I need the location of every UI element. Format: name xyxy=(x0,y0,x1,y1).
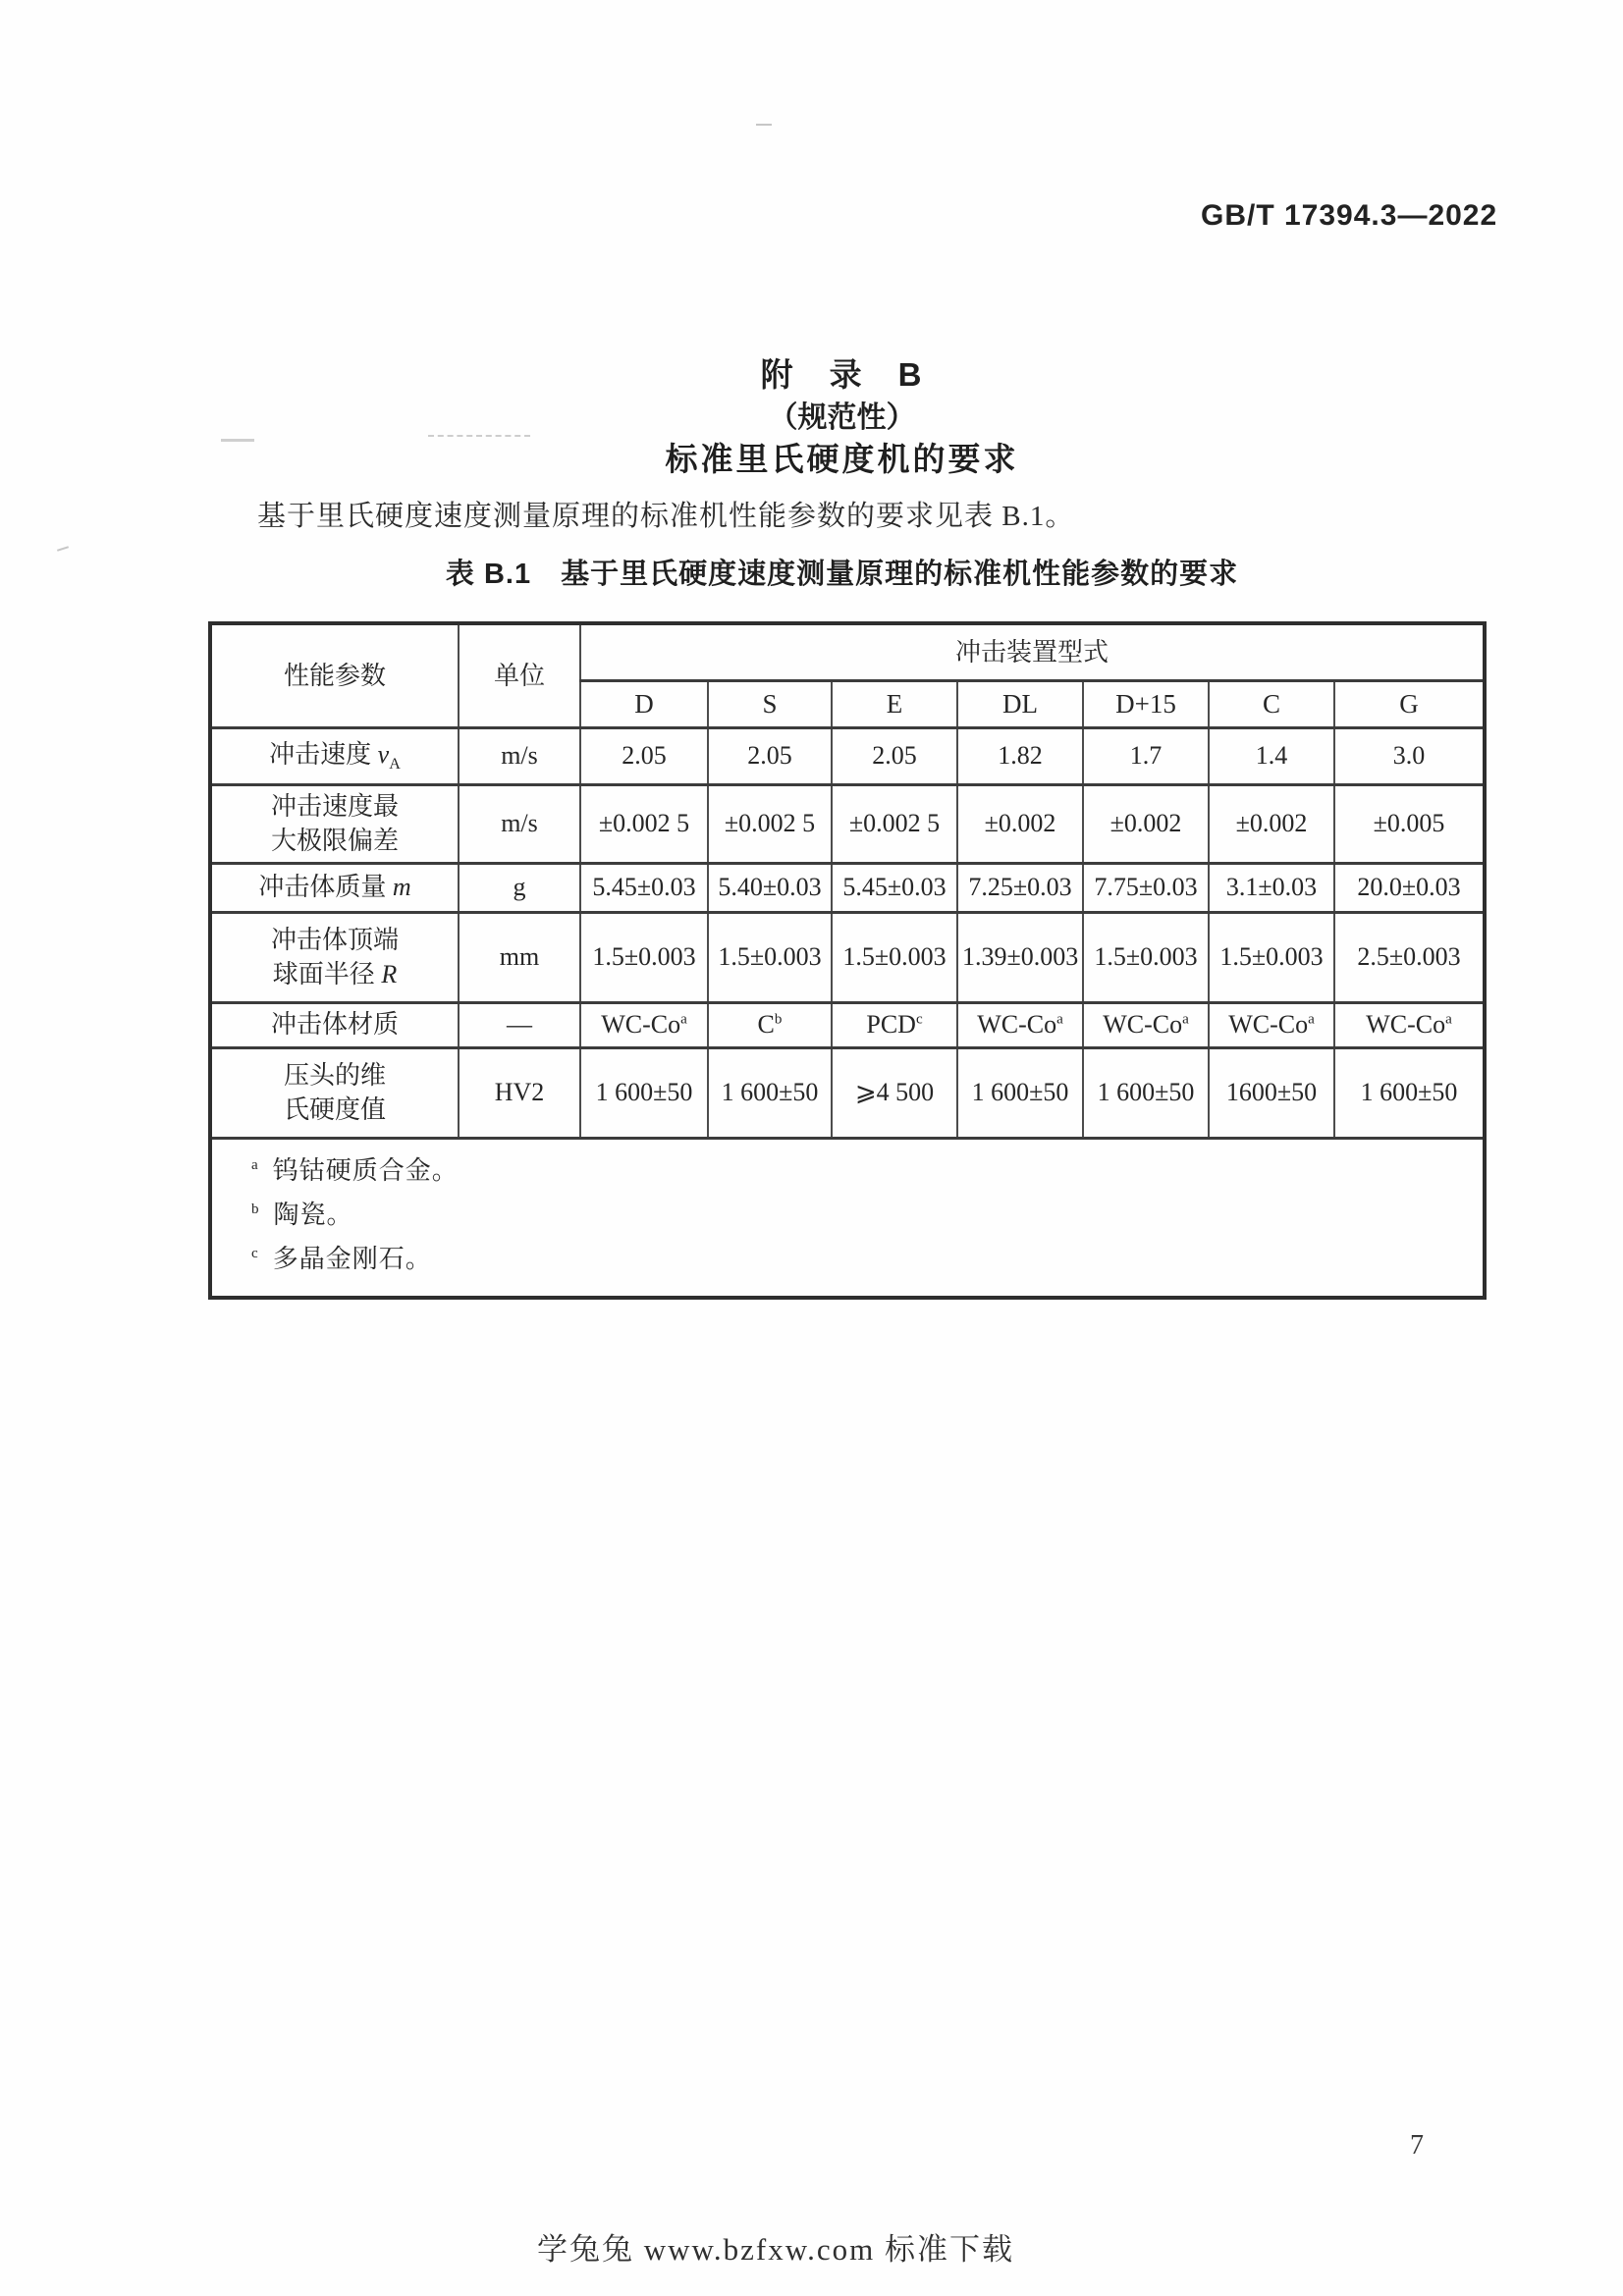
row-unit: HV2 xyxy=(459,1047,580,1138)
cell-value: 5.45±0.03 xyxy=(832,863,957,912)
row-unit: g xyxy=(459,863,580,912)
table-row xyxy=(210,727,1485,784)
cell-value: ⩾4 500 xyxy=(832,1047,957,1138)
column-header-device-d15: D+15 xyxy=(1083,680,1209,727)
cell-value: 1.5±0.003 xyxy=(832,912,957,1002)
cell-value: 2.05 xyxy=(708,727,832,784)
cell-value: 1600±50 xyxy=(1209,1047,1334,1138)
cell-value: 1 600±50 xyxy=(957,1047,1083,1138)
footnote-c: $^c$ 多晶金刚石。 xyxy=(251,1244,432,1273)
table-header-row-1 xyxy=(210,623,1485,680)
cell-value: ±0.002 xyxy=(1083,784,1209,863)
cell-value: ±0.002 5 xyxy=(580,784,708,863)
column-header-device-dl: DL xyxy=(957,680,1083,727)
cell-value: 1 600±50 xyxy=(708,1047,832,1138)
column-header-parameter: 性能参数 xyxy=(210,623,459,727)
cell-value: 1 600±50 xyxy=(1334,1047,1485,1138)
document-code-header: GB/T 17394.3—2022 xyxy=(1201,199,1498,232)
cell-value: 5.40±0.03 xyxy=(708,863,832,912)
cell-value: 3.1±0.03 xyxy=(1209,863,1334,912)
column-header-device-g: G xyxy=(1334,680,1485,727)
cell-value: WC-Co$^a$ xyxy=(1334,1002,1485,1047)
row-label-velocity-deviation: 冲击速度最 大极限偏差 xyxy=(210,784,459,863)
performance-parameters-table xyxy=(208,621,1487,1300)
cell-value: 2.05 xyxy=(832,727,957,784)
cell-value: 2.05 xyxy=(580,727,708,784)
cell-value: 1.5±0.003 xyxy=(580,912,708,1002)
cell-value: 2.5±0.003 xyxy=(1334,912,1485,1002)
row-label-impact-mass: 冲击体质量 m xyxy=(210,863,459,912)
cell-value: 1.5±0.003 xyxy=(1083,912,1209,1002)
cell-value: 7.25±0.03 xyxy=(957,863,1083,912)
watermark-footer: 学兔兔 www.bzfxw.com 标准下载 xyxy=(537,2232,1014,2267)
cell-value: ±0.002 xyxy=(1209,784,1334,863)
cell-value: 1.39±0.003 xyxy=(957,912,1083,1002)
scan-artifact xyxy=(57,546,69,552)
cell-value: 3.0 xyxy=(1334,727,1485,784)
table-row xyxy=(210,863,1485,912)
column-header-device-e: E xyxy=(832,680,957,727)
column-header-unit: 单位 xyxy=(459,623,580,727)
cell-value: WC-Co$^a$ xyxy=(957,1002,1083,1047)
cell-value: $C^b$ xyxy=(708,1002,832,1047)
appendix-title: 附 录 B xyxy=(760,356,924,393)
cell-value: 1.4 xyxy=(1209,727,1334,784)
appendix-normative-label: （规范性） xyxy=(768,401,916,434)
cell-value: WC-Co$^a$ xyxy=(1209,1002,1334,1047)
table-row xyxy=(210,1002,1485,1047)
cell-value: ±0.002 xyxy=(957,784,1083,863)
cell-value: 20.0±0.03 xyxy=(1334,863,1485,912)
cell-value: 1.5±0.003 xyxy=(708,912,832,1002)
column-header-device-group: 冲击装置型式 xyxy=(580,623,1485,680)
footnote-b: $^b$ 陶瓷。 xyxy=(251,1200,353,1229)
intro-paragraph: 基于里氏硬度速度测量原理的标准机性能参数的要求见表 B.1。 xyxy=(257,501,1075,532)
row-unit: — xyxy=(459,1002,580,1047)
column-header-device-s: S xyxy=(708,680,832,727)
cell-value: 1 600±50 xyxy=(1083,1047,1209,1138)
cell-value: 1.82 xyxy=(957,727,1083,784)
table-footnotes-row xyxy=(210,1138,1485,1298)
row-label-impact-velocity: 冲击速度 $v_A$ xyxy=(210,727,459,784)
table-footnotes xyxy=(210,1138,1485,1298)
table-row xyxy=(210,1047,1485,1138)
table-row xyxy=(210,912,1485,1002)
cell-value: 1.7 xyxy=(1083,727,1209,784)
row-label-tip-radius: 冲击体顶端 球面半径 R xyxy=(210,912,459,1002)
page-number: 7 xyxy=(1410,2130,1424,2161)
row-unit: m/s xyxy=(459,784,580,863)
cell-value: 5.45±0.03 xyxy=(580,863,708,912)
table-row xyxy=(210,784,1485,863)
cell-value: PCD$^c$ xyxy=(832,1002,957,1047)
cell-value: 7.75±0.03 xyxy=(1083,863,1209,912)
cell-value: ±0.002 5 xyxy=(708,784,832,863)
scan-artifact xyxy=(756,124,772,126)
column-header-device-c: C xyxy=(1209,680,1334,727)
table-caption: 表 B.1 基于里氏硬度速度测量原理的标准机性能参数的要求 xyxy=(445,559,1239,590)
row-unit: m/s xyxy=(459,727,580,784)
appendix-subtitle: 标准里氏硬度机的要求 xyxy=(665,441,1019,477)
row-unit: mm xyxy=(459,912,580,1002)
cell-value: 1 600±50 xyxy=(580,1047,708,1138)
cell-value: WC-Co$^a$ xyxy=(580,1002,708,1047)
row-label-impact-material: 冲击体材质 xyxy=(210,1002,459,1047)
cell-value: ±0.005 xyxy=(1334,784,1485,863)
cell-value: 1.5±0.003 xyxy=(1209,912,1334,1002)
footnote-a: $^a$ 钨钴硬质合金。 xyxy=(251,1155,459,1185)
cell-value: ±0.002 5 xyxy=(832,784,957,863)
column-header-device-d: D xyxy=(580,680,708,727)
row-label-indenter-hardness: 压头的维 氏硬度值 xyxy=(210,1047,459,1138)
cell-value: WC-Co$^a$ xyxy=(1083,1002,1209,1047)
